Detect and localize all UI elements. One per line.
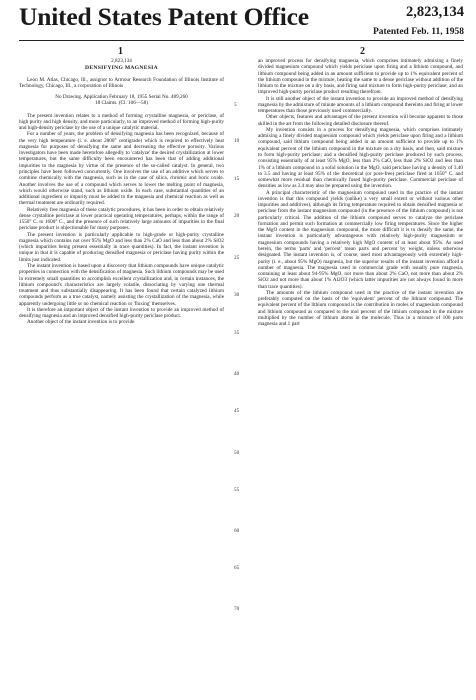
line-number: 15 bbox=[234, 176, 240, 182]
paragraph: My invention consists in a process for densifying magnesia, which comprises intimately admixing a finely divided magnesium compound which yields periclase upon firing and a lithium compound, said lithium compound being added in an amount sufficient to provide up to 1% equivalent percent of the lithium compound in the mixture on a dry basis, and then, said mixture to form high-purity periclase; and a densified high-purity periclase produced by such process, consisting essentially of at least 95% MgO, less than 2% CaO, less than 2% SiO2 and less than 1% of a lithium compound in a solid solution in the MgO, said periclase having a density of 3.40 to 3.5 and having at least 95% of the theoretical (or pore-free) periclase fired at 1650° C. and somewhat more residual than chemically fused high-purity periclase. Commercial periclase of densities as low as 3.4 may also be prepared using the invention. bbox=[258, 126, 463, 190]
line-number: 40 bbox=[234, 371, 240, 377]
left-column bbox=[19, 58, 224, 326]
line-number: 50 bbox=[234, 450, 240, 456]
column-number-left: 1 bbox=[118, 46, 123, 57]
invention-title: DENSIFYING MAGNESIA bbox=[85, 65, 158, 72]
right-column bbox=[258, 58, 463, 327]
patent-date: Patented Feb. 11, 1958 bbox=[372, 27, 464, 37]
line-number: 60 bbox=[234, 528, 240, 534]
paragraph: A principal characteristic of the magnesium compound used in the practice of the instant invention is that this compound yields (unlike) a very small extent or without various other impurities and additives), although its firing temperature required to obtain densified magnesia or periclase from the instant magnesium compound (in the presence of the lithium compound) is not particularly critical. The addition of the lithium compound serves to catalyze the periclase formation and permit such formation at commercially low firing temperatures. Since the higher the MgO content in the magnesium compound, the more difficult it is to densify the same, the instant invention is particularly advantageous with relatively high-purity magnesium or magnesium compounds having a relatively high MgO content of at least about 95%. As used herein, the terms 'parts' and 'percent' mean parts and percent by weight, unless otherwise designated. The instant invention is, of course, used most advantageously with extremely high-purity (i. e., about 95% MgO) magnesia, but the superior results of the instant invention afford a number of magnesia. The magnesia used in commercial grade with usually pure magnesia, containing at least about 94-95% MgO, not more than about 2% CaO, not more than about 2% SiO2 and not more than about 1% Al2O3 (which latter impurities are not always found in more than trace quantities). bbox=[258, 189, 463, 290]
line-number: 65 bbox=[234, 565, 240, 571]
paragraph: It is still another object of the instant invention to provide an improved method of densifying magnesia by the admixture of minute amounts of a lithium compound thereinto and firing at lower temperatures than those previously used commercially. bbox=[258, 95, 463, 115]
line-number: 20 bbox=[234, 213, 240, 219]
office-title: United States Patent Office bbox=[19, 2, 309, 31]
paragraph: Relatively free magnesia of these catalytic procedures, it has been in order to obtain relatively dense crystalline periclase at lower practical operating temperatures, perhaps, within the range of 1550° C. to 1600° C., and the presence of such relatively large amounts of impurities in the final periclase product is objectionable for many purposes. bbox=[19, 206, 224, 232]
line-number: 70 bbox=[234, 606, 240, 612]
line-number: 30 bbox=[234, 292, 240, 298]
column-number-right: 2 bbox=[360, 46, 365, 57]
paragraph: The amounts of the lithium compound used in the practice of the instant invention are preferably computed on the basis of the 'equivalent' percent of the lithium compound. The equivalent percent of the lithium compound is the contribution in moles of magnesium compound and lithium compound as compared to the mol percent of the lithium compound in the mixture multiplied by the number of lithium atoms in the molecule. Thus in a mixture of 100 parts magnesia and 1 part bbox=[258, 289, 463, 328]
paragraph: Another object of the instant invention is to provide bbox=[27, 319, 135, 326]
paragraph: It is therefore an important object of the instant invention to provide an improved method of densifying magnesia and an improved densified high-purity periclase product. bbox=[19, 306, 224, 320]
line-number: 25 bbox=[234, 255, 240, 261]
paragraph: Other objects, features and advantages of the present invention will become apparent to those skilled in the art from the following detailed disclosure thereof. bbox=[258, 114, 463, 127]
line-number: 45 bbox=[234, 408, 240, 414]
line-number: 55 bbox=[234, 487, 240, 493]
line-number: 5 bbox=[234, 102, 237, 108]
claims-info: 18 Claims. (Cl. 106—58) bbox=[95, 100, 148, 107]
header-rule bbox=[19, 40, 464, 41]
paragraph: The present invention is particularly applicable to high-grade or high-purity crystalline magnesia which contains not over 95% MgO and less than 2% CaO and less than about 2% SiO2 (which impurities being present essentially in trace quantities). In fact, the instant invention is unique in that it is capable of producing densified magnesia or periclase having purity within the limits just indicated. bbox=[19, 231, 224, 263]
paragraph: an improved process for densifying magnesia, which comprises intimately admixing a finely divided magnesium compound which yields periclase upon firing and a lithium compound, and lithium compound being added in an amount sufficient to provide up to 1% equivalent percent of the lithium compound in the mixture, heating the same to a dense periclase without addition of the lithium to the mixture on a dry basis, and firing said mixture to form high-purity periclase; and an improved high-purity periclase product resulting therefrom. bbox=[258, 58, 463, 96]
assignor-text: Leon M. Atlas, Chicago, Ill., assignor to Armour Research Foundation of Illinois Institute of Technology, Chicago, Ill., a corporation of Illinois bbox=[19, 76, 224, 89]
paragraph: The instant invention is based upon a discovery that lithium compounds have unique catalytic properties in connection with the densification of magnesia. Such lithium compounds may be used in extremely small quantities to accomplish excellent crystallization and, in certain instances, the lithium compound's characteristics are largely volatile, dissociating by varying one thermal treatment and thus substantially disappearing. It has been found that certain catalyzed lithium compounds perform as a true catalyst, namely assisting the crystallization of the magnesia, while apparently undergoing little or no chemical reaction or 'fluxing' themselves. bbox=[19, 262, 224, 307]
paragraph: For a number of years, the problem of densifying magnesia has been recognized, because of the very high temperature (i. e. about 2800° centigrade) which is required to effectively heat magnesia for purposes of densifying the same and decreasing the effective porosity. Various investigators have been made heretofore allegedly to 'catalyze' the desired crystallization at lower temperatures, but the same difficulty been encountered has been that of adding additional impurities to the magnesia by virtue of the presence of the so-called catalyst. In general, two principles have been followed concurrently. One involves the use of an additive which serves to combine chemically with the magnesia, such as in the case of silica, chromic and boric oxide. Another involves the use of a compound which serves to lower the melting point of magnesia, which would otherwise stand, such as lithium oxide. In each case, substantial quantities of an additional ingredient or impurity must be added to the magnesia and chemical reaction as well as thermal treatment are ordinarily required. bbox=[19, 131, 224, 207]
patent-number-small: 2,823,134 bbox=[111, 58, 132, 64]
line-number: 10 bbox=[234, 138, 240, 144]
patent-number: 2,823,134 bbox=[406, 4, 464, 20]
filing-info: No Drawing. Application February 18, 1955 Serial No. 489,260 bbox=[55, 94, 188, 101]
paragraph: The present invention relates to a method of forming crystalline magnesia, or periclase, of high purity and high density, and more particularly, to an improved method of forming high-purity and high-density periclase by the use of a unique catalytic material. bbox=[19, 112, 224, 132]
line-number: 35 bbox=[234, 330, 240, 336]
